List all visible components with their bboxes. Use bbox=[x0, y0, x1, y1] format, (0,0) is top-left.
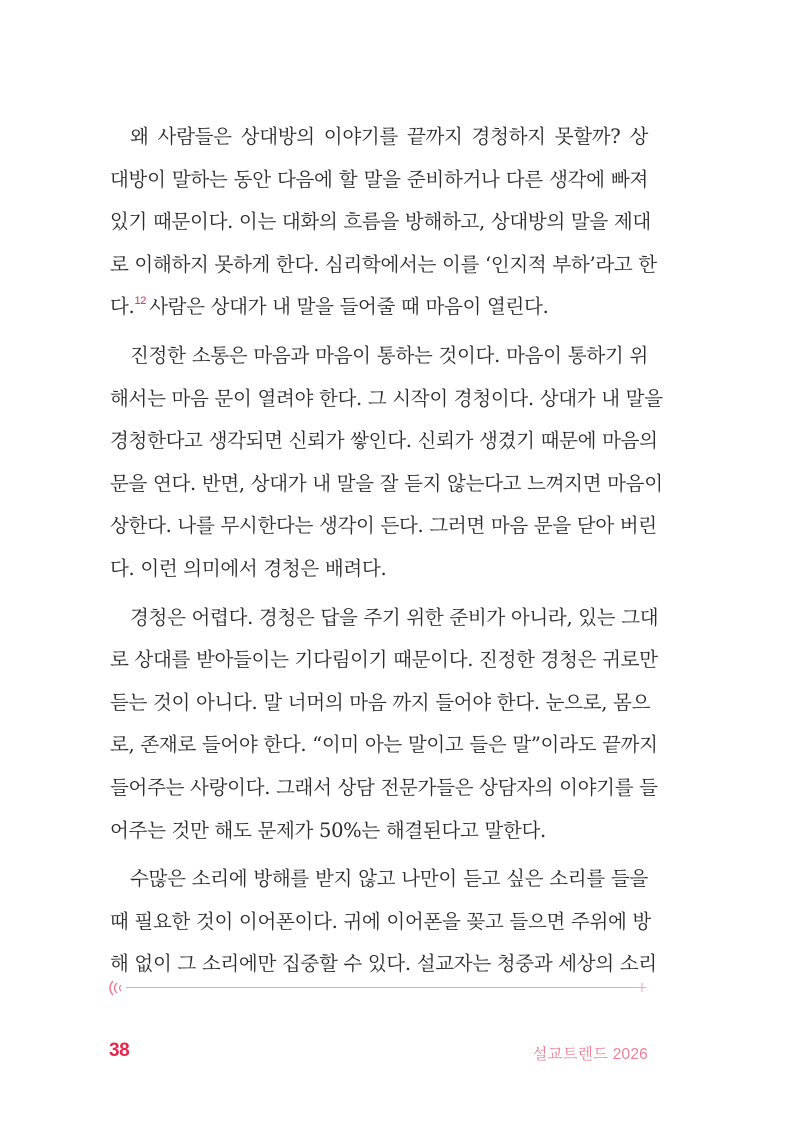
sound-wave-icon bbox=[108, 978, 652, 998]
paragraph-3 bbox=[110, 597, 659, 853]
paragraph-4 bbox=[110, 858, 657, 986]
text-line: 로, 존재로 들어야 한다. “이미 아는 말이고 들은 말”이라도 끝까지 bbox=[110, 733, 658, 757]
text-line: 문을 연다. 반면, 상대가 내 말을 잘 듣지 않는다고 느껴지면 마음이 bbox=[110, 471, 663, 495]
footnote-reference[interactable]: 12 bbox=[134, 295, 147, 308]
text-line: 왜 사람들은 상대방의 이야기를 끝까지 경청하지 못할까? 상 bbox=[130, 125, 648, 148]
page-number: 38 bbox=[109, 1040, 130, 1061]
footer-rule bbox=[108, 978, 652, 998]
text-line: 진정한 소통은 마음과 마음이 통하는 것이다. 마음이 통하기 위 bbox=[130, 343, 648, 367]
text-line: 수많은 소리에 방해를 받지 않고 나만이 듣고 싶은 소리를 들을 bbox=[130, 867, 648, 891]
paragraph-1 bbox=[110, 116, 657, 329]
text-line: 있기 때문이다. 이는 대화의 흐름을 방해하고, 상대방의 말을 제대 bbox=[110, 210, 651, 234]
text-fragment: 다. bbox=[110, 295, 135, 319]
text-line: 어주는 것만 해도 문제가 50%는 해결된다고 말한다. bbox=[110, 818, 546, 842]
paragraph-2 bbox=[110, 335, 663, 591]
page-body bbox=[110, 116, 663, 986]
text-line: 해서는 마음 문이 열려야 한다. 그 시작이 경청이다. 상대가 내 말을 bbox=[110, 386, 663, 410]
text-line: 다. 이런 의미에서 경청은 배려다. bbox=[110, 556, 387, 580]
text-line: 로 상대를 받아들이는 기다림이기 때문이다. 진정한 경청은 귀로만 bbox=[110, 648, 658, 672]
text-line: 해 없이 그 소리에만 집중할 수 있다. 설교자는 청중과 세상의 소리 bbox=[110, 952, 657, 976]
text-line: 듣는 것이 아니다. 말 너머의 마음 까지 들어야 한다. 눈으로, 몸으 bbox=[110, 690, 651, 714]
text-line: 때 필요한 것이 이어폰이다. 귀에 이어폰을 꽂고 들으면 주위에 방 bbox=[110, 909, 651, 933]
text-line: 들어주는 사랑이다. 그래서 상담 전문가들은 상담자의 이야기를 들 bbox=[110, 775, 658, 799]
text-line: 경청은 어렵다. 경청은 답을 주기 위한 준비가 아니라, 있는 그대 bbox=[130, 605, 659, 629]
text-line: 상한다. 나를 무시한다는 생각이 든다. 그러면 마음 문을 닫아 버린 bbox=[110, 514, 657, 538]
text-line bbox=[110, 286, 648, 329]
text-fragment: 사람은 상대가 내 말을 들어줄 때 마음이 열린다. bbox=[149, 295, 549, 319]
running-title: 설교트렌드 2026 bbox=[532, 1046, 648, 1063]
text-line: 로 이해하지 못하게 한다. 심리학에서는 이를 ‘인지적 부하’라고 한 bbox=[110, 252, 657, 276]
text-line: 경청한다고 생각되면 신뢰가 쌓인다. 신뢰가 생겼기 때문에 마음의 bbox=[110, 429, 658, 453]
text-line: 대방이 말하는 동안 다음에 할 말을 준비하거나 다른 생각에 빠져 bbox=[110, 167, 648, 191]
